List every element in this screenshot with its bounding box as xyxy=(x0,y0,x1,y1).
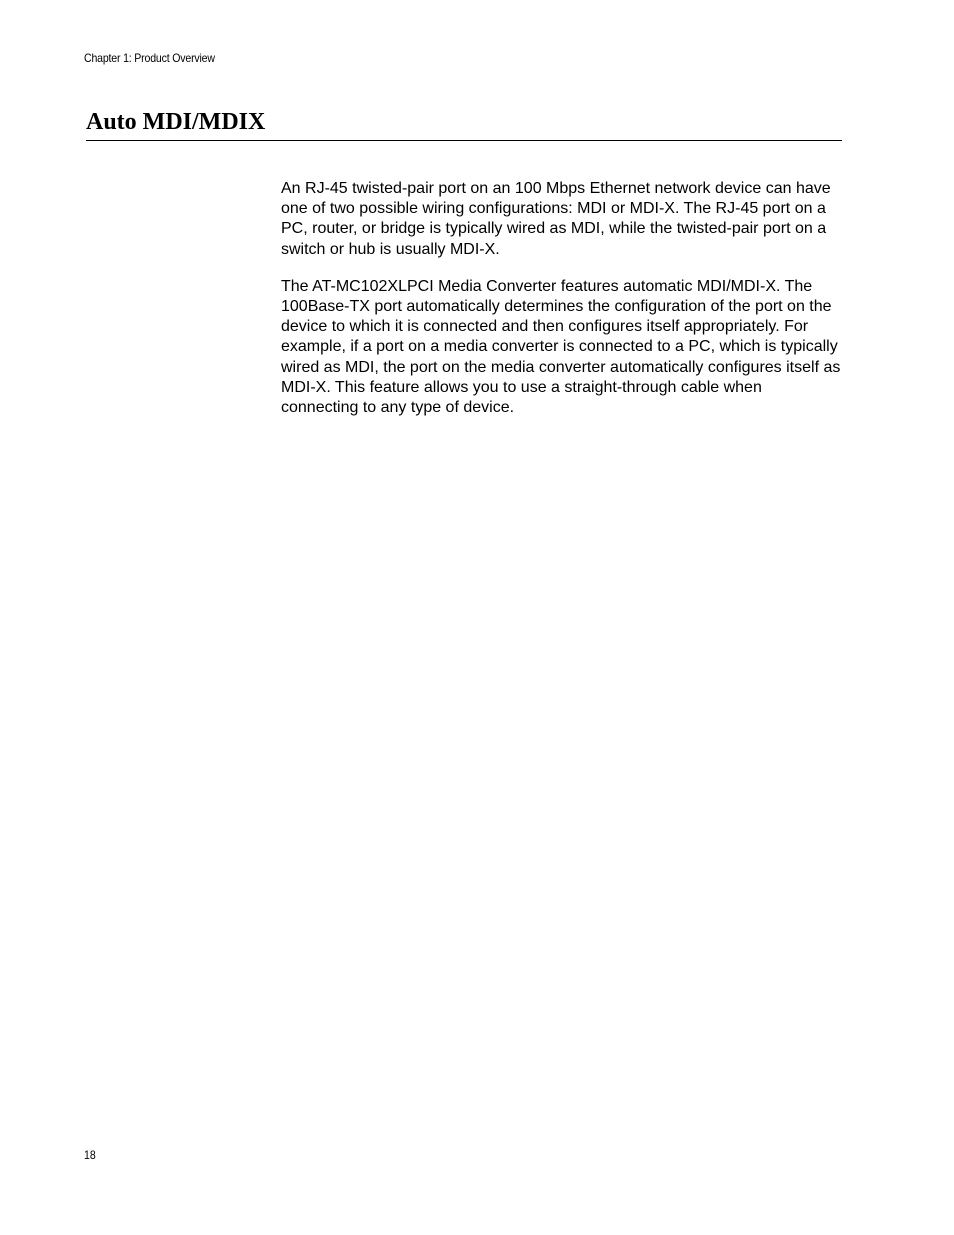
paragraph-auto-mdix-feature: The AT-MC102XLPCI Media Converter features automatic MDI/MDI-X. The 100Base-TX port automatically determines the configuration of the port on the device to which it is connected and then configures itself appropriately. For example, if a port on a media converter is connected to a PC, which is typically wired as MDI, the port on the media converter automatically configures itself as MDI-X. This feature allows you to use a straight-through cable when connecting to any type of device. xyxy=(281,277,841,417)
body-text xyxy=(281,179,843,435)
paragraph-wiring-configurations: An RJ-45 twisted-pair port on an 100 Mbps Ethernet network device can have one of two possible wiring configurations: MDI or MDI-X. The RJ-45 port on a PC, router, or bridge is typically wired as MDI, while the twisted-pair port on a switch or hub is usually MDI-X. xyxy=(281,180,831,258)
page-number: 18 xyxy=(84,1148,96,1162)
title-rule xyxy=(86,140,842,141)
section-title: Auto MDI/MDIX xyxy=(86,109,266,135)
running-header: Chapter 1: Product Overview xyxy=(84,51,215,65)
